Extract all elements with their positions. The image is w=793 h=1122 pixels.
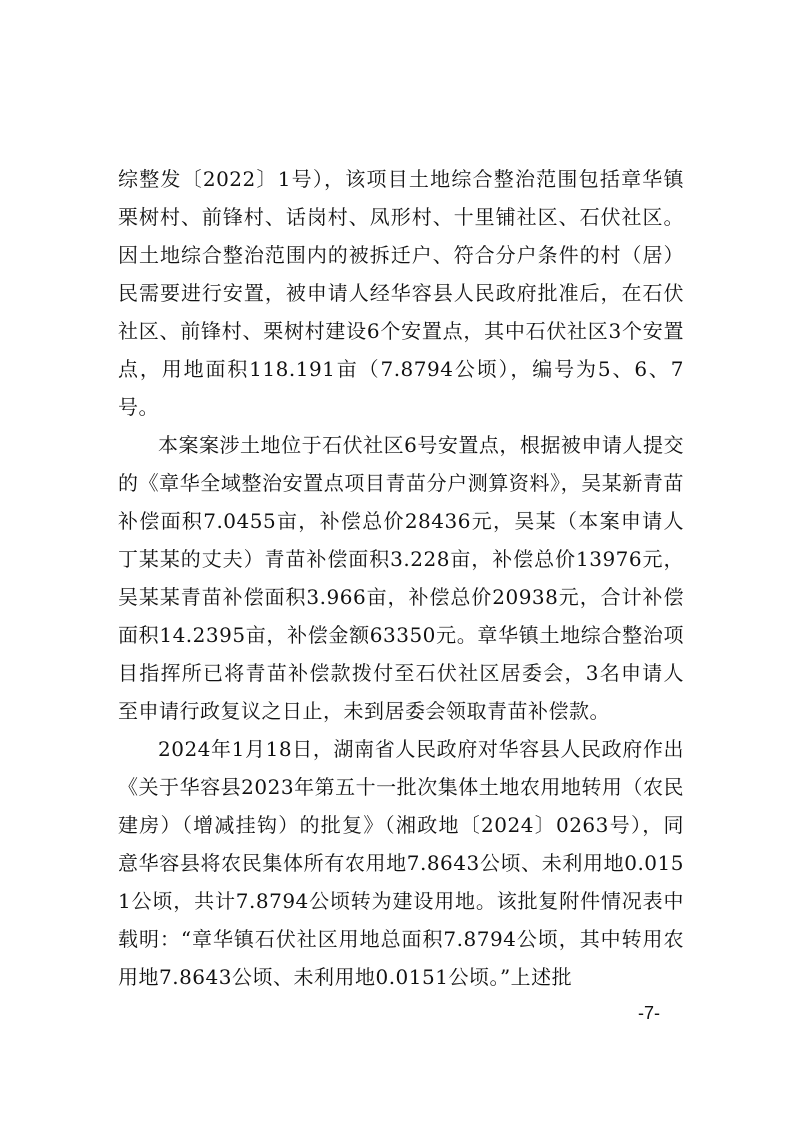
paragraph-1: 综整发〔2022〕1号），该项目土地综合整治范围包括章华镇栗树村、前锋村、话岗村、凤形村、十里铺社区、石伏社区。因土地综合整治范围内的被拆迁户、符合分户条件的村（居）民需要进行安置，被申请人经华容县人民政府批准后，在石伏社区、前锋村、栗树村建设6个安置点，其中石伏社区3个安置点，用地面积118.191亩（7.8794公顷），编号为5、6、7号。 — [118, 167, 684, 419]
page-number: -7- — [638, 1003, 660, 1023]
paragraph-3: 2024年1月18日，湖南省人民政府对华容县人民政府作出《关于华容县2023年第五十一批次集体土地农用地转用（农民建房）（增减挂钩）的批复》（湘政地〔2024〕0263号），同意华容县将农民集体所有农用地7.8643公顷、未利用地0.0151公顷，共计7.8794公顷转为建设用地。该批复附件情况表中载明：“章华镇石伏社区用地总面积7.8794公顷，其中转用农用地7.8643公顷、未利用地0.0151公顷。”上述批 — [118, 737, 684, 989]
paragraph-2: 本案案涉土地位于石伏社区6号安置点，根据被申请人提交的《章华全域整治安置点项目青苗分户测算资料》，吴某新青苗补偿面积7.0455亩，补偿总价28436元，吴某（本案申请人丁某某的丈夫）青苗补偿面积3.228亩，补偿总价13976元，吴某某青苗补偿面积3.966亩，补偿总价20938元，合计补偿面积14.2395亩，补偿金额63350元。章华镇土地综合整治项目指挥所已将青苗补偿款拨付至石伏社区居委会，3名申请人至申请行政复议之日止，未到居委会领取青苗补偿款。 — [118, 433, 684, 723]
